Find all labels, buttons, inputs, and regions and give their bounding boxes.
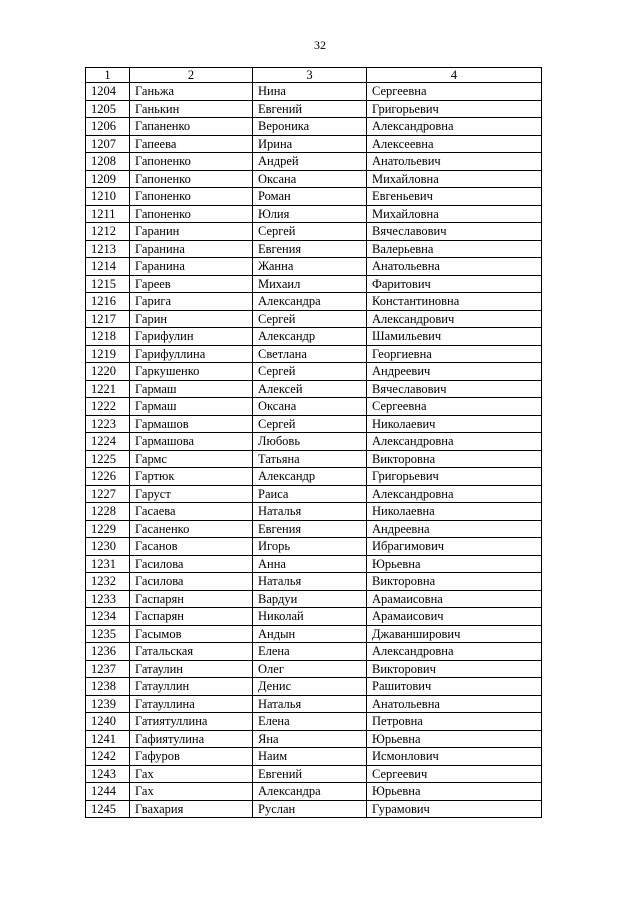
last-name-cell: Гах <box>130 783 253 801</box>
first-name-cell: Евгений <box>253 765 367 783</box>
patronymic-cell: Анатольевич <box>367 153 542 171</box>
table-row <box>86 240 542 258</box>
column-header-2: 2 <box>130 68 253 83</box>
last-name-cell: Гатауллина <box>130 695 253 713</box>
first-name-cell: Сергей <box>253 223 367 241</box>
table-row <box>86 118 542 136</box>
row-number-cell: 1211 <box>86 205 130 223</box>
row-number-cell: 1204 <box>86 83 130 101</box>
row-number-cell: 1209 <box>86 170 130 188</box>
first-name-cell: Яна <box>253 730 367 748</box>
table-row <box>86 363 542 381</box>
patronymic-cell: Александрович <box>367 310 542 328</box>
first-name-cell: Сергей <box>253 310 367 328</box>
first-name-cell: Игорь <box>253 538 367 556</box>
last-name-cell: Гаранина <box>130 258 253 276</box>
table-row <box>86 468 542 486</box>
row-number-cell: 1241 <box>86 730 130 748</box>
first-name-cell: Евгения <box>253 240 367 258</box>
row-number-cell: 1231 <box>86 555 130 573</box>
row-number-cell: 1224 <box>86 433 130 451</box>
last-name-cell: Ганьжа <box>130 83 253 101</box>
table-row <box>86 555 542 573</box>
last-name-cell: Гаспарян <box>130 590 253 608</box>
table-row <box>86 485 542 503</box>
last-name-cell: Гапоненко <box>130 170 253 188</box>
patronymic-cell: Александровна <box>367 118 542 136</box>
patronymic-cell: Андреевич <box>367 363 542 381</box>
last-name-cell: Гармаш <box>130 380 253 398</box>
first-name-cell: Алексей <box>253 380 367 398</box>
row-number-cell: 1226 <box>86 468 130 486</box>
first-name-cell: Сергей <box>253 415 367 433</box>
patronymic-cell: Николаевна <box>367 503 542 521</box>
first-name-cell: Андрей <box>253 153 367 171</box>
page-number: 32 <box>314 38 326 52</box>
first-name-cell: Наим <box>253 748 367 766</box>
last-name-cell: Гапоненко <box>130 153 253 171</box>
first-name-cell: Александра <box>253 293 367 311</box>
last-name-cell: Гвахария <box>130 800 253 818</box>
patronymic-cell: Михайловна <box>367 170 542 188</box>
row-number-cell: 1232 <box>86 573 130 591</box>
first-name-cell: Елена <box>253 713 367 731</box>
table-row <box>86 503 542 521</box>
patronymic-cell: Григорьевич <box>367 100 542 118</box>
last-name-cell: Гареев <box>130 275 253 293</box>
table-row <box>86 380 542 398</box>
table-row <box>86 170 542 188</box>
table-row <box>86 590 542 608</box>
row-number-cell: 1207 <box>86 135 130 153</box>
last-name-cell: Гасилова <box>130 555 253 573</box>
row-number-cell: 1210 <box>86 188 130 206</box>
last-name-cell: Гасилова <box>130 573 253 591</box>
row-number-cell: 1206 <box>86 118 130 136</box>
table-row <box>86 730 542 748</box>
table-row <box>86 765 542 783</box>
last-name-cell: Гаруст <box>130 485 253 503</box>
table-row <box>86 678 542 696</box>
patronymic-cell: Юрьевна <box>367 783 542 801</box>
table-row <box>86 345 542 363</box>
row-number-cell: 1215 <box>86 275 130 293</box>
patronymic-cell: Петровна <box>367 713 542 731</box>
patronymic-cell: Арамаисовна <box>367 590 542 608</box>
first-name-cell: Александр <box>253 468 367 486</box>
row-number-cell: 1235 <box>86 625 130 643</box>
last-name-cell: Гапоненко <box>130 188 253 206</box>
first-name-cell: Наталья <box>253 695 367 713</box>
row-number-cell: 1208 <box>86 153 130 171</box>
patronymic-cell: Рашитович <box>367 678 542 696</box>
table-row <box>86 415 542 433</box>
table-row <box>86 695 542 713</box>
column-header-1: 1 <box>86 68 130 83</box>
first-name-cell: Наталья <box>253 503 367 521</box>
row-number-cell: 1230 <box>86 538 130 556</box>
row-number-cell: 1214 <box>86 258 130 276</box>
last-name-cell: Гармашов <box>130 415 253 433</box>
table-row <box>86 800 542 818</box>
patronymic-cell: Исмонлович <box>367 748 542 766</box>
patronymic-cell: Михайловна <box>367 205 542 223</box>
first-name-cell: Светлана <box>253 345 367 363</box>
last-name-cell: Гармашова <box>130 433 253 451</box>
table-row <box>86 310 542 328</box>
table-row <box>86 275 542 293</box>
first-name-cell: Олег <box>253 660 367 678</box>
table-row <box>86 135 542 153</box>
first-name-cell: Любовь <box>253 433 367 451</box>
row-number-cell: 1213 <box>86 240 130 258</box>
first-name-cell: Нина <box>253 83 367 101</box>
last-name-cell: Гапоненко <box>130 205 253 223</box>
last-name-cell: Гаркушенко <box>130 363 253 381</box>
row-number-cell: 1240 <box>86 713 130 731</box>
row-number-cell: 1219 <box>86 345 130 363</box>
patronymic-cell: Анатольевна <box>367 258 542 276</box>
last-name-cell: Гаранина <box>130 240 253 258</box>
patronymic-cell: Константиновна <box>367 293 542 311</box>
first-name-cell: Роман <box>253 188 367 206</box>
first-name-cell: Анна <box>253 555 367 573</box>
last-name-cell: Гармс <box>130 450 253 468</box>
row-number-cell: 1212 <box>86 223 130 241</box>
last-name-cell: Гаранин <box>130 223 253 241</box>
row-number-cell: 1237 <box>86 660 130 678</box>
row-number-cell: 1245 <box>86 800 130 818</box>
row-number-cell: 1233 <box>86 590 130 608</box>
row-number-cell: 1242 <box>86 748 130 766</box>
last-name-cell: Гатальская <box>130 643 253 661</box>
table-body <box>86 83 542 818</box>
last-name-cell: Гарифуллина <box>130 345 253 363</box>
row-number-cell: 1234 <box>86 608 130 626</box>
patronymic-cell: Георгиевна <box>367 345 542 363</box>
first-name-cell: Руслан <box>253 800 367 818</box>
row-number-cell: 1222 <box>86 398 130 416</box>
row-number-cell: 1221 <box>86 380 130 398</box>
first-name-cell: Александр <box>253 328 367 346</box>
table-row <box>86 293 542 311</box>
last-name-cell: Гах <box>130 765 253 783</box>
patronymic-cell: Александровна <box>367 433 542 451</box>
first-name-cell: Михаил <box>253 275 367 293</box>
patronymic-cell: Джаванширович <box>367 625 542 643</box>
patronymic-cell: Шамильевич <box>367 328 542 346</box>
table-row <box>86 328 542 346</box>
persons-table <box>85 67 542 818</box>
patronymic-cell: Юрьевна <box>367 555 542 573</box>
last-name-cell: Гасымов <box>130 625 253 643</box>
patronymic-cell: Анатольевна <box>367 695 542 713</box>
patronymic-cell: Викторовна <box>367 573 542 591</box>
row-number-cell: 1229 <box>86 520 130 538</box>
table-row <box>86 205 542 223</box>
first-name-cell: Оксана <box>253 398 367 416</box>
last-name-cell: Гасаева <box>130 503 253 521</box>
last-name-cell: Гартюк <box>130 468 253 486</box>
table-row <box>86 398 542 416</box>
patronymic-cell: Григорьевич <box>367 468 542 486</box>
row-number-cell: 1244 <box>86 783 130 801</box>
first-name-cell: Евгения <box>253 520 367 538</box>
patronymic-cell: Сергеевна <box>367 83 542 101</box>
table-row <box>86 100 542 118</box>
first-name-cell: Евгений <box>253 100 367 118</box>
first-name-cell: Вардуи <box>253 590 367 608</box>
row-number-cell: 1239 <box>86 695 130 713</box>
patronymic-cell: Сергеевич <box>367 765 542 783</box>
patronymic-cell: Юрьевна <box>367 730 542 748</box>
patronymic-cell: Сергеевна <box>367 398 542 416</box>
first-name-cell: Оксана <box>253 170 367 188</box>
table-row <box>86 83 542 101</box>
row-number-cell: 1228 <box>86 503 130 521</box>
row-number-cell: 1227 <box>86 485 130 503</box>
table-row <box>86 450 542 468</box>
table-row <box>86 713 542 731</box>
last-name-cell: Гарин <box>130 310 253 328</box>
patronymic-cell: Вячеславович <box>367 223 542 241</box>
first-name-cell: Александра <box>253 783 367 801</box>
row-number-cell: 1220 <box>86 363 130 381</box>
row-number-cell: 1218 <box>86 328 130 346</box>
table-row <box>86 223 542 241</box>
first-name-cell: Татьяна <box>253 450 367 468</box>
first-name-cell: Ирина <box>253 135 367 153</box>
table-row <box>86 573 542 591</box>
column-header-3: 3 <box>253 68 367 83</box>
patronymic-cell: Евгеньевич <box>367 188 542 206</box>
last-name-cell: Гасаненко <box>130 520 253 538</box>
patronymic-cell: Викторович <box>367 660 542 678</box>
first-name-cell: Раиса <box>253 485 367 503</box>
first-name-cell: Вероника <box>253 118 367 136</box>
first-name-cell: Наталья <box>253 573 367 591</box>
first-name-cell: Денис <box>253 678 367 696</box>
table-header-row <box>86 68 542 83</box>
table-row <box>86 748 542 766</box>
last-name-cell: Гапеева <box>130 135 253 153</box>
patronymic-cell: Фаритович <box>367 275 542 293</box>
table-row <box>86 660 542 678</box>
row-number-cell: 1216 <box>86 293 130 311</box>
last-name-cell: Гасанов <box>130 538 253 556</box>
row-number-cell: 1238 <box>86 678 130 696</box>
table-row <box>86 608 542 626</box>
first-name-cell: Николай <box>253 608 367 626</box>
patronymic-cell: Викторовна <box>367 450 542 468</box>
last-name-cell: Гапаненко <box>130 118 253 136</box>
patronymic-cell: Николаевич <box>367 415 542 433</box>
row-number-cell: 1225 <box>86 450 130 468</box>
table-row <box>86 258 542 276</box>
last-name-cell: Гатауллин <box>130 678 253 696</box>
table-row <box>86 153 542 171</box>
first-name-cell: Сергей <box>253 363 367 381</box>
last-name-cell: Гаспарян <box>130 608 253 626</box>
last-name-cell: Гарига <box>130 293 253 311</box>
patronymic-cell: Алексеевна <box>367 135 542 153</box>
patronymic-cell: Вячеславович <box>367 380 542 398</box>
table-row <box>86 783 542 801</box>
last-name-cell: Гатиятуллина <box>130 713 253 731</box>
row-number-cell: 1223 <box>86 415 130 433</box>
last-name-cell: Гафиятулина <box>130 730 253 748</box>
first-name-cell: Юлия <box>253 205 367 223</box>
row-number-cell: 1205 <box>86 100 130 118</box>
patronymic-cell: Арамаисович <box>367 608 542 626</box>
last-name-cell: Гатаулин <box>130 660 253 678</box>
row-number-cell: 1236 <box>86 643 130 661</box>
table-row <box>86 433 542 451</box>
row-number-cell: 1217 <box>86 310 130 328</box>
patronymic-cell: Александровна <box>367 485 542 503</box>
table-row <box>86 188 542 206</box>
table-row <box>86 643 542 661</box>
table-row <box>86 520 542 538</box>
patronymic-cell: Гурамович <box>367 800 542 818</box>
row-number-cell: 1243 <box>86 765 130 783</box>
first-name-cell: Елена <box>253 643 367 661</box>
first-name-cell: Жанна <box>253 258 367 276</box>
patronymic-cell: Валерьевна <box>367 240 542 258</box>
column-header-4: 4 <box>367 68 542 83</box>
last-name-cell: Гармаш <box>130 398 253 416</box>
patronymic-cell: Александровна <box>367 643 542 661</box>
patronymic-cell: Ибрагимович <box>367 538 542 556</box>
last-name-cell: Ганькин <box>130 100 253 118</box>
last-name-cell: Гарифулин <box>130 328 253 346</box>
patronymic-cell: Андреевна <box>367 520 542 538</box>
table-row <box>86 625 542 643</box>
first-name-cell: Андын <box>253 625 367 643</box>
table-row <box>86 538 542 556</box>
last-name-cell: Гафуров <box>130 748 253 766</box>
